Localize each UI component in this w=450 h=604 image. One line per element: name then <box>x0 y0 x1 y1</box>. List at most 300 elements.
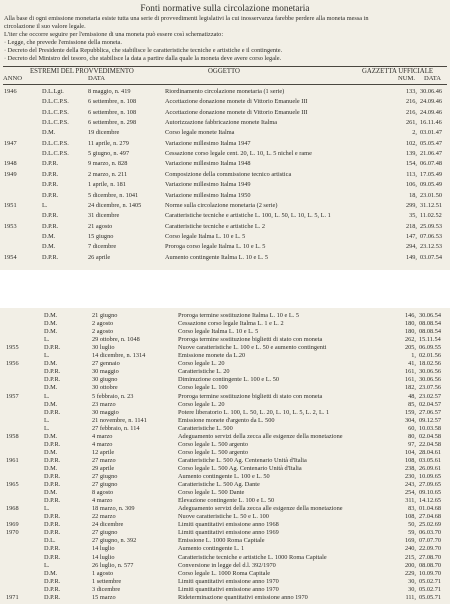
table-row <box>0 594 450 602</box>
row-gazette-date: 16.11.46 <box>420 119 442 127</box>
row-date: 7 dicembre <box>88 243 117 251</box>
row-subject: Corso legale L. 20 <box>178 400 225 408</box>
row-gazette-date: 23.01.50 <box>420 191 443 199</box>
row-gazette-number: 102, <box>405 139 417 147</box>
table-row <box>0 171 450 179</box>
table-row <box>0 457 450 465</box>
row-provvedimento: D.L. <box>44 537 56 545</box>
row-gazette-date: 02.04.58 <box>419 432 442 440</box>
table-row <box>0 384 450 392</box>
table-row <box>0 223 450 231</box>
row-date: 9 marzo, n. 828 <box>88 160 128 168</box>
row-subject: Proroga termine sostituzione biglietti di stato con moneta <box>178 392 323 400</box>
row-gazette-number: 161, <box>404 376 416 384</box>
row-date: 6 settembre, n. 298 <box>88 119 137 127</box>
row-subject: Autorizzazione fabbricazione monete Italma <box>165 119 278 127</box>
row-date: 4 marzo <box>92 432 113 440</box>
row-date: 8 agosto <box>92 489 114 497</box>
row-gazette-date: 05.02.71 <box>419 585 442 593</box>
row-gazette-date: 30.06.46 <box>420 88 443 95</box>
row-subject: Corso legale L. 500 argento <box>178 448 249 456</box>
table-row <box>0 312 450 320</box>
row-subject: Norme sulla circolazione monetaria (2 serie) <box>165 201 278 209</box>
table-panel-bottom <box>0 308 450 604</box>
header-rule <box>3 66 447 67</box>
row-gazette-date: 30.06.54 <box>419 312 442 319</box>
row-date: 27 giugno <box>92 481 118 489</box>
row-year: 1955 <box>6 344 19 352</box>
row-subject: Caratteristiche L. 500 Ag. Centenario Unità d'Italia <box>178 456 307 464</box>
row-provvedimento: D.M. <box>44 360 58 368</box>
header-anno: ANNO <box>3 75 23 82</box>
row-gazette-number: 215, <box>404 553 416 561</box>
row-provvedimento: D.M. <box>44 312 58 319</box>
table-row <box>0 393 450 401</box>
row-gazette-date: 17.05.49 <box>420 170 443 178</box>
row-gazette-number: 2, <box>412 129 417 137</box>
table-row <box>0 425 450 433</box>
row-provvedimento: D.M. <box>44 432 58 440</box>
row-provvedimento: D.P.R. <box>42 253 59 261</box>
table-row <box>0 88 450 96</box>
row-provvedimento: D.P.R. <box>44 521 61 529</box>
row-gazette-number: 106, <box>405 181 417 189</box>
row-gazette-number: 180, <box>404 320 416 328</box>
row-gazette-number: 149, <box>405 253 417 261</box>
table-row <box>0 212 450 220</box>
row-gazette-date: 06.07.48 <box>420 160 443 168</box>
row-subject: Caratteristiche tecniche e artistiche L. 100, L. 50, L. 10, L. 5, L. 1 <box>165 212 331 220</box>
table-row <box>0 578 450 586</box>
table-row <box>0 545 450 553</box>
table-row <box>0 376 450 384</box>
row-gazette-date: 05.02.71 <box>419 577 442 585</box>
header-gdata: DATA <box>424 75 442 82</box>
row-year: 1947 <box>4 139 17 147</box>
row-date: 23 marzo <box>92 400 116 408</box>
row-year: 1971 <box>6 593 19 601</box>
row-subject: Corso legale L. 500 Ag. Centenario Unità d'Italia <box>178 464 302 472</box>
row-gazette-number: 304, <box>404 416 416 424</box>
intro-text <box>4 15 448 62</box>
row-gazette-number: 108, <box>404 513 416 521</box>
row-gazette-date: 05.05.47 <box>420 139 443 147</box>
row-provvedimento: D.M. <box>44 320 58 328</box>
table-row <box>0 554 450 562</box>
row-provvedimento: D.P.R. <box>44 497 61 505</box>
row-provvedimento: D.L.C.P.S. <box>42 139 69 147</box>
row-provvedimento: D.M. <box>42 129 56 137</box>
header-num: NUM. <box>398 75 416 82</box>
row-gazette-number: 216, <box>405 108 417 116</box>
row-subject: Potere liberatorio L. 100, L. 50, L. 20, L. 10, L. 5, L. 2, L. 1 <box>178 408 330 416</box>
row-provvedimento: D.P.R. <box>44 529 61 537</box>
row-gazette-date: 03.07.54 <box>420 253 443 261</box>
row-subject: Corso legale L. 500 argento <box>178 440 249 448</box>
row-gazette-date: 31.12.51 <box>420 201 443 209</box>
row-gazette-number: 41, <box>408 360 416 368</box>
row-date: 5 dicembre, n. 1041 <box>88 191 139 199</box>
intro-line: · Decreto del Presidente della Repubblica, che stabilisce le caratteristiche tecniche e artistiche e il contingente. <box>4 46 283 54</box>
row-provvedimento: D.P.R. <box>42 191 59 199</box>
row-subject: Cessazione corso legale cent. 20, L. 10, L. 5 nichel e rame <box>165 150 312 158</box>
row-subject: Aumento contingente L. 1 <box>178 545 245 553</box>
row-provvedimento: D.P.R. <box>44 545 61 553</box>
row-subject: Corso legale L. 20 <box>178 360 225 368</box>
row-date: 18 marzo, n. 309 <box>92 505 135 513</box>
row-date: 4 marzo <box>92 497 113 505</box>
row-provvedimento: L. <box>44 561 50 569</box>
table-row <box>0 352 450 360</box>
row-subject: Emissione L. 1000 Roma Capitale <box>178 537 265 545</box>
row-subject: Riordinamento circolazione monetaria (1 serie) <box>165 88 285 95</box>
row-gazette-date: 23.02.57 <box>419 392 442 400</box>
row-gazette-date: 02.04.57 <box>419 400 442 408</box>
header-data: DATA <box>88 75 106 82</box>
row-date: 22 marzo <box>92 513 116 521</box>
row-gazette-number: 83, <box>408 505 416 513</box>
table-row <box>0 328 450 336</box>
row-date: 30 luglio <box>92 344 115 352</box>
row-date: 30 ottobre <box>92 384 118 392</box>
table-row <box>0 150 450 158</box>
row-provvedimento: L. <box>44 336 50 344</box>
row-gazette-date: 24.09.46 <box>420 98 443 106</box>
row-provvedimento: D.M. <box>42 243 56 251</box>
row-gazette-number: 97, <box>408 440 416 448</box>
row-date: 8 maggio, n. 419 <box>88 88 131 95</box>
row-subject: Caratteristiche L. 20 <box>178 368 230 376</box>
row-date: 15 giugno <box>88 232 114 240</box>
row-gazette-number: 1, <box>411 352 416 360</box>
row-year: 1956 <box>6 360 19 368</box>
row-gazette-number: 30, <box>408 577 416 585</box>
row-subject: Proroga termine sostituzione biglietti di stato con moneta <box>178 336 323 344</box>
row-gazette-date: 07.06.53 <box>420 232 443 240</box>
row-date: 19 dicembre <box>88 129 120 137</box>
row-subject: Corso legale monete Italma <box>165 129 235 137</box>
row-date: 30 maggio <box>92 408 119 416</box>
row-subject: Proroga termine sostituzione Italma L. 10 e L. 5 <box>178 312 300 319</box>
row-gazette-date: 24.09.46 <box>420 108 443 116</box>
table-row <box>0 449 450 457</box>
row-date: 14 dicembre, n. 1314 <box>92 352 146 360</box>
row-date: 24 dicembre, n. 1405 <box>88 201 142 209</box>
row-date: 5 giugno, n. 497 <box>88 150 130 158</box>
row-provvedimento: L. <box>44 352 50 360</box>
row-provvedimento: D.P.R. <box>42 160 59 168</box>
row-provvedimento: D.L.C.P.S. <box>42 108 69 116</box>
row-provvedimento: D.P.R. <box>42 181 59 189</box>
row-gazette-number: 50, <box>408 521 416 529</box>
row-date: 21 giugno <box>92 312 118 319</box>
page-gap <box>0 270 450 308</box>
row-year: 1970 <box>6 529 19 537</box>
table-row <box>0 233 450 241</box>
table-row <box>0 562 450 570</box>
row-gazette-date: 06.03.70 <box>419 529 442 537</box>
row-date: 14 luglio <box>92 553 115 561</box>
row-gazette-number: 216, <box>405 98 417 106</box>
row-subject: Emissione monete da L.20 <box>178 352 246 360</box>
row-date: 29 aprile <box>92 464 115 472</box>
row-provvedimento: D.M. <box>44 384 58 392</box>
row-provvedimento: D.M. <box>44 448 58 456</box>
row-subject: Corso legale Italma L. 10 e L. 5 <box>178 328 259 336</box>
row-provvedimento: D.M. <box>44 464 58 472</box>
row-year: 1965 <box>6 481 19 489</box>
row-gazette-date: 09.05.49 <box>420 181 443 189</box>
row-provvedimento: D.P.R. <box>44 440 61 448</box>
row-gazette-number: 200, <box>404 561 416 569</box>
table-row <box>0 481 450 489</box>
row-subject: Limiti quantitativi emissione anno 1970 <box>178 577 279 585</box>
table-row <box>0 202 450 210</box>
row-subject: Composizione della commissione tecnico artistica <box>165 170 292 178</box>
row-date: 11 aprile, n. 279 <box>88 139 129 147</box>
row-subject: Variazione millesimo Italma 1947 <box>165 139 251 147</box>
header-gazzetta: GAZZETTA UFFICIALE <box>362 68 434 75</box>
row-gazette-date: 25.09.53 <box>420 222 443 230</box>
row-provvedimento: D.L.C.P.S. <box>42 119 69 127</box>
row-gazette-date: 22.09.70 <box>419 545 442 553</box>
row-year: 1969 <box>6 521 19 529</box>
table-row <box>0 570 450 578</box>
row-gazette-number: 35, <box>409 212 417 220</box>
header-provvedimento: ESTREMI DEL PROVVEDIMENTO <box>30 68 134 75</box>
row-gazette-date: 11.02.52 <box>420 212 442 220</box>
table-row <box>0 344 450 352</box>
row-provvedimento: L. <box>44 392 50 400</box>
intro-line: L'iter che occorre seguire per l'emissione di una moneta può essere così schematizzato: <box>4 30 224 38</box>
row-date: 4 marzo <box>92 440 113 448</box>
table-row <box>0 336 450 344</box>
table-row <box>0 505 450 513</box>
row-subject: Limiti quantitativi emissione anno 1970 <box>178 585 279 593</box>
row-gazette-number: 18, <box>409 191 417 199</box>
row-provvedimento: D.M. <box>42 232 56 240</box>
row-gazette-date: 21.06.47 <box>420 150 443 158</box>
row-provvedimento: D.M. <box>44 328 58 336</box>
row-date: 1 aprile, n. 181 <box>88 181 126 189</box>
row-year: 1957 <box>6 392 19 400</box>
row-gazette-date: 22.04.58 <box>419 440 442 448</box>
table-row <box>0 417 450 425</box>
row-year: 1951 <box>4 201 17 209</box>
row-subject: Variazione millesimo Italma 1950 <box>165 191 251 199</box>
table-row <box>0 98 450 106</box>
table-row <box>0 401 450 409</box>
row-provvedimento: L. <box>42 201 48 209</box>
row-gazette-number: 113, <box>406 170 417 178</box>
row-provvedimento: D.P.R. <box>44 593 61 601</box>
row-gazette-date: 15.11.54 <box>419 336 441 344</box>
row-subject: Nuove caratteristiche L. 50 e L. 100 <box>178 513 269 521</box>
row-gazette-number: 161, <box>404 368 416 376</box>
row-gazette-date: 01.04.68 <box>419 505 442 513</box>
row-gazette-number: 229, <box>404 569 416 577</box>
row-subject: Aumento contingente Italma L. 10 e L. 5 <box>165 253 268 261</box>
row-subject: Emissione monete d'argento da L. 500 <box>178 416 275 424</box>
row-date: 2 marzo, n. 211 <box>88 170 128 178</box>
table-row <box>0 473 450 481</box>
row-gazette-number: 262, <box>404 336 416 344</box>
row-gazette-date: 03.05.61 <box>419 456 442 464</box>
row-provvedimento: D.P.R. <box>42 222 59 230</box>
row-date: 27 giugno, n. 392 <box>92 537 137 545</box>
row-gazette-number: 48, <box>408 392 416 400</box>
row-subject: Corso legale L. 100 <box>178 384 228 392</box>
row-gazette-number: 180, <box>404 328 416 336</box>
row-gazette-number: 80, <box>408 432 416 440</box>
intro-line: Alla base di ogni emissione monetaria esiste tutta una serie di provvedimenti legislativi la cui inosservanza farebbe perdere alla moneta messa in <box>4 15 369 22</box>
row-gazette-number: 139, <box>405 150 417 158</box>
table-row <box>0 254 450 262</box>
row-gazette-date: 02.01.56 <box>419 352 442 360</box>
table-row <box>0 243 450 251</box>
row-gazette-date: 27.08.70 <box>419 553 442 561</box>
row-gazette-number: 108, <box>404 456 416 464</box>
row-gazette-number: 60, <box>408 424 416 432</box>
row-subject: Adeguamento servizi della zecca alle esigenze della monetazione <box>178 432 343 440</box>
table-row <box>0 497 450 505</box>
row-date: 2 agosto <box>92 320 114 328</box>
row-gazette-number: 238, <box>404 464 416 472</box>
row-subject: Variazione millesimo Italma 1948 <box>165 160 251 168</box>
row-provvedimento: D.L.C.P.S. <box>42 150 69 158</box>
row-provvedimento: D.L.C.P.S. <box>42 98 69 106</box>
row-year: 1958 <box>6 432 19 440</box>
row-subject: Caratteristiche L. 500 <box>178 424 233 432</box>
row-subject: Caratteristiche tecniche e artistiche L. 2 <box>165 222 266 230</box>
row-subject: Adeguamento servizi della zecca alle esigenze della monetazione <box>178 505 343 513</box>
row-gazette-number: 169, <box>404 537 416 545</box>
row-gazette-date: 30.06.56 <box>419 376 442 384</box>
row-gazette-date: 08.08.54 <box>419 320 442 328</box>
row-date: 31 dicembre <box>88 212 120 220</box>
row-gazette-number: 218, <box>405 222 417 230</box>
table-row <box>0 489 450 497</box>
row-provvedimento: D.P.R. <box>44 456 61 464</box>
row-year: 1948 <box>4 160 17 168</box>
row-gazette-date: 09.12.57 <box>419 416 442 424</box>
table-row <box>0 441 450 449</box>
row-gazette-date: 08.08.70 <box>419 561 442 569</box>
table-row <box>0 181 450 189</box>
table-row <box>0 192 450 200</box>
row-subject: Accettazione donazione monete di Vittorio Emanuele III <box>165 108 308 116</box>
table-row <box>0 160 450 168</box>
row-subject: Aumento contingente L. 100 e L. 50 <box>178 473 270 480</box>
row-gazette-date: 03.01.47 <box>420 129 443 137</box>
row-gazette-date: 23.12.53 <box>420 243 443 251</box>
row-date: 24 dicembre <box>92 521 124 529</box>
row-gazette-number: 205, <box>404 344 416 352</box>
row-subject: Elevazione contingente L. 100 e L. 50 <box>178 497 275 505</box>
row-subject: Nuove caratteristiche L. 100 e L. 50 e aumento contingenti <box>178 344 327 352</box>
row-date: 6 settembre, n. 108 <box>88 98 137 106</box>
row-date: 30 maggio <box>92 368 119 376</box>
row-provvedimento: D.P.R. <box>44 344 61 352</box>
row-gazette-number: 311, <box>405 497 416 505</box>
row-date: 21 agosto <box>88 222 113 230</box>
table-row <box>0 529 450 537</box>
row-provvedimento: D.M. <box>44 489 58 497</box>
row-subject: Cessazione corso legale Italma L. 1 e L. 2 <box>178 320 284 328</box>
row-gazette-date: 27.04.68 <box>419 513 442 521</box>
row-subject: Caratteristiche L. 500 Ag. Dante <box>178 481 260 489</box>
row-gazette-number: 111, <box>405 593 416 601</box>
page-title: Fonti normative sulla circolazione monetaria <box>140 3 310 13</box>
row-provvedimento: L. <box>44 505 50 513</box>
row-gazette-number: 59, <box>408 529 416 537</box>
row-date: 1 settembre <box>92 577 122 585</box>
table-row <box>0 465 450 473</box>
intro-line: · Decreto del Ministro del tesoro, che stabilisce la data a partire dalla quale la moneta deve avere corso legale. <box>4 54 282 62</box>
row-date: 3 dicembre <box>92 585 121 593</box>
row-subject: Rideterminazione quantitativi emissione anno 1970 <box>178 593 308 601</box>
row-gazette-number: 230, <box>404 473 416 480</box>
row-provvedimento: D.L.Lgt. <box>42 88 64 95</box>
row-provvedimento: D.P.R. <box>42 212 59 220</box>
row-date: 26 luglio, n. 577 <box>92 561 134 569</box>
row-provvedimento: D.P.R. <box>44 553 61 561</box>
row-provvedimento: D.P.R. <box>44 481 61 489</box>
row-gazette-number: 30, <box>408 585 416 593</box>
row-gazette-date: 26.09.61 <box>419 464 442 472</box>
row-gazette-date: 27.06.57 <box>419 408 442 416</box>
row-gazette-date: 07.07.70 <box>419 537 442 545</box>
row-year: 1953 <box>4 222 17 230</box>
row-year: 1949 <box>4 170 17 178</box>
row-date: 14 luglio <box>92 545 115 553</box>
table-row <box>0 109 450 117</box>
table-row <box>0 409 450 417</box>
row-gazette-date: 23.07.56 <box>419 384 442 392</box>
row-provvedimento: L. <box>44 424 50 432</box>
row-subject: Variazione millesimo Italma 1949 <box>165 181 251 189</box>
row-year: 1954 <box>4 253 17 261</box>
table-row <box>0 119 450 127</box>
table-row <box>0 368 450 376</box>
table-row <box>0 129 450 137</box>
row-subject: Corso legale Italma L. 10 e L. 5 <box>165 232 246 240</box>
row-gazette-date: 28.04.61 <box>419 448 442 456</box>
row-subject: Caratteristiche tecniche e artistiche L. 1000 Roma Capitale <box>178 553 327 561</box>
row-gazette-number: 240, <box>404 545 416 553</box>
table-panel-top <box>0 0 450 270</box>
row-gazette-date: 27.09.65 <box>419 481 442 489</box>
row-provvedimento: D.M. <box>44 400 58 408</box>
row-gazette-number: 85, <box>408 400 416 408</box>
intro-line: circolazione il suo valore legale. <box>4 22 86 30</box>
row-date: 27 febbraio, n. 114 <box>92 424 140 432</box>
row-date: 30 giugno <box>92 376 118 384</box>
row-gazette-number: 133, <box>405 88 417 95</box>
row-subject: Conversione in legge del d.l. 392/1970 <box>178 561 276 569</box>
row-date: 6 settembre, n. 108 <box>88 108 137 116</box>
row-provvedimento: D.P.R. <box>44 513 61 521</box>
row-gazette-date: 08.08.54 <box>419 328 442 336</box>
table-row <box>0 586 450 594</box>
table-row <box>0 320 450 328</box>
row-gazette-number: 154, <box>405 160 417 168</box>
table-row <box>0 521 450 529</box>
row-gazette-date: 10.09.65 <box>419 473 442 480</box>
row-year: 1961 <box>6 456 19 464</box>
row-date: 15 marzo <box>92 593 116 601</box>
row-gazette-number: 261, <box>405 119 417 127</box>
